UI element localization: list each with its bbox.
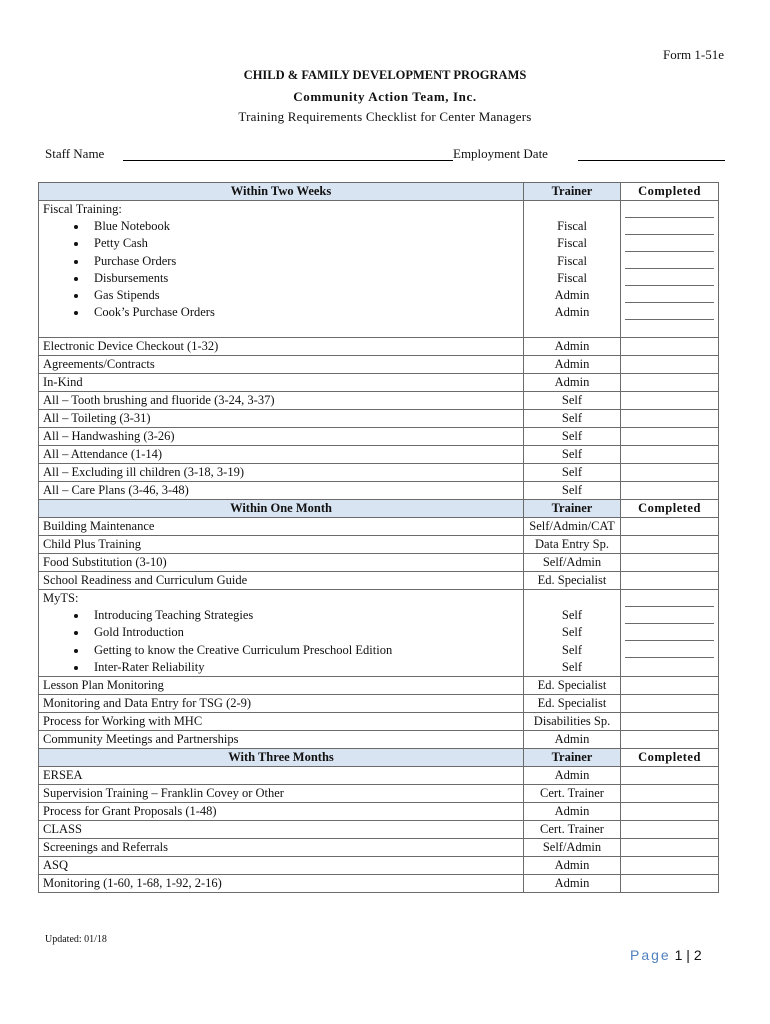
section-header-row [39,749,719,767]
list-item: • Disbursements [88,270,519,287]
task-cell: All – Toileting (3-31) [39,410,524,428]
task-cell: Agreements/Contracts [39,356,524,374]
completed-box[interactable] [625,590,714,607]
task-cell: Monitoring and Data Entry for TSG (2-9) [39,695,524,713]
trainer-cell: Admin [524,875,621,893]
table-row [39,446,719,464]
trainer-cell: Self/Admin [524,554,621,572]
page-word: Page [630,947,671,963]
task-cell: Lesson Plan Monitoring [39,677,524,695]
employment-date-label: Employment Date [453,146,548,161]
task-cell: ASQ [39,857,524,875]
page-number [630,947,702,963]
trainer-cell: Cert. Trainer [524,785,621,803]
completed-cell[interactable] [621,338,719,356]
trainer-cell: Admin [524,857,621,875]
trainer-cell: Admin [524,356,621,374]
table-row [39,857,719,875]
task-cell: Community Meetings and Partnerships [39,731,524,749]
completed-cell[interactable] [621,428,719,446]
trainer-value: Self [561,659,583,674]
completed-cell[interactable] [621,821,719,839]
task-cell: CLASS [39,821,524,839]
trainer-value: Fiscal [557,219,587,233]
task-cell: All – Care Plans (3-46, 3-48) [39,482,524,500]
list-item: • Introducing Teaching Strategies [88,607,519,624]
staff-info-row [45,146,725,164]
completed-cell[interactable] [621,677,719,695]
list-item: • Petty Cash [88,235,519,252]
trainer-value: Admin [554,305,590,320]
completed-box[interactable] [625,624,714,641]
completed-cell[interactable] [621,201,719,338]
trainer-cell: Self [524,482,621,500]
completed-cell[interactable] [621,392,719,410]
trainer-cell: Self [524,446,621,464]
trainer-value: Fiscal [557,270,587,285]
fiscal-training-block [39,201,719,338]
completed-cell[interactable] [621,590,719,677]
trainer-cell: Self/Admin [524,839,621,857]
table-row [39,374,719,392]
myts-block [39,590,719,677]
completed-cell[interactable] [621,356,719,374]
completed-cell[interactable] [621,482,719,500]
trainer-value: Fiscal [557,253,587,268]
list-item: • Getting to know the Creative Curriculum Preschool Edition [88,642,519,659]
trainer-cell: Self [524,392,621,410]
completed-column-header: Completed [621,749,719,767]
trainer-cell: Disabilities Sp. [524,713,621,731]
completed-box[interactable] [625,286,714,303]
company-name: Community Action Team, Inc. [293,89,477,104]
completed-cell[interactable] [621,767,719,785]
trainer-value: Fiscal [557,236,587,251]
completed-box[interactable] [625,607,714,624]
task-cell: Monitoring (1-60, 1-68, 1-92, 2-16) [39,875,524,893]
completed-cell[interactable] [621,731,719,749]
trainer-value: Admin [554,288,590,303]
trainer-cell: Ed. Specialist [524,695,621,713]
completed-cell[interactable] [621,554,719,572]
table-row [39,695,719,713]
completed-cell[interactable] [621,857,719,875]
task-cell [39,201,524,338]
table-row [39,572,719,590]
trainer-value: Self [561,625,583,640]
task-cell: Child Plus Training [39,536,524,554]
task-cell: All – Handwashing (3-26) [39,428,524,446]
trainer-cell [524,590,621,677]
table-row [39,392,719,410]
section-header: With Three Months [39,749,524,767]
task-cell: Building Maintenance [39,518,524,536]
table-row [39,518,719,536]
task-cell: All – Excluding ill children (3-18, 3-19) [39,464,524,482]
completed-box[interactable] [625,320,714,337]
trainer-cell: Admin [524,767,621,785]
trainer-cell: Cert. Trainer [524,821,621,839]
trainer-cell: Self [524,428,621,446]
task-cell: Supervision Training – Franklin Covey or Other [39,785,524,803]
list-item: • Blue Notebook [88,218,519,235]
completed-cell[interactable] [621,572,719,590]
block-title: Fiscal Training: [43,202,122,216]
task-cell: Process for Working with MHC [39,713,524,731]
trainer-column-header: Trainer [524,183,621,201]
trainer-cell: Admin [524,803,621,821]
task-cell: Screenings and Referrals [39,839,524,857]
task-cell: All – Attendance (1-14) [39,446,524,464]
table-row [39,821,719,839]
table-row [39,554,719,572]
completed-box[interactable] [625,218,714,235]
list-item: • Gas Stipends [88,287,519,304]
trainer-cell: Admin [524,338,621,356]
table-row [39,356,719,374]
list-item: • Inter-Rater Reliability [88,659,519,676]
completed-column-header: Completed [621,500,719,518]
trainer-cell: Admin [524,374,621,392]
task-cell: In-Kind [39,374,524,392]
completed-cell[interactable] [621,785,719,803]
trainer-cell [524,201,621,338]
section-header: Within Two Weeks [39,183,524,201]
task-cell: Process for Grant Proposals (1-48) [39,803,524,821]
page-separator: | [686,947,690,963]
updated-date: Updated: 01/18 [45,934,107,945]
completed-cell[interactable] [621,446,719,464]
trainer-column-header: Trainer [524,749,621,767]
page-title: Training Requirements Checklist for Center Managers [238,109,532,124]
table-row [39,482,719,500]
completed-box[interactable] [625,235,714,252]
trainer-cell: Data Entry Sp. [524,536,621,554]
page-total: 2 [693,947,702,963]
block-title: MyTS: [43,591,79,605]
completed-cell[interactable] [621,410,719,428]
trainer-cell: Admin [524,731,621,749]
completed-cell[interactable] [621,803,719,821]
table-row [39,713,719,731]
trainer-cell: Ed. Specialist [524,572,621,590]
form-number: Form 1-51e [662,47,724,62]
training-checklist-table [38,182,719,893]
staff-name-label: Staff Name [45,146,105,161]
task-cell: All – Tooth brushing and fluoride (3-24, 3-37) [39,392,524,410]
task-cell: Electronic Device Checkout (1-32) [39,338,524,356]
list-item: • Gold Introduction [88,624,519,641]
table-row [39,875,719,893]
task-cell: Food Substitution (3-10) [39,554,524,572]
section-header: Within One Month [39,500,524,518]
trainer-value: Self [561,608,583,622]
table-row [39,731,719,749]
trainer-value: Self [561,642,583,657]
completed-cell[interactable] [621,695,719,713]
completed-cell[interactable] [621,713,719,731]
staff-name-field[interactable] [123,160,453,161]
table-row [39,785,719,803]
employment-date-field[interactable] [578,160,725,161]
page-current: 1 [674,947,683,963]
table-row [39,839,719,857]
list-item: • Purchase Orders [88,253,519,270]
section-header-row [39,183,719,201]
table-row [39,464,719,482]
completed-cell[interactable] [621,374,719,392]
table-row [39,428,719,446]
trainer-cell: Ed. Specialist [524,677,621,695]
completed-cell[interactable] [621,536,719,554]
table-row [39,338,719,356]
section-header-row [39,500,719,518]
table-row [39,410,719,428]
completed-box[interactable] [625,303,714,320]
list-item: • Cook’s Purchase Orders [88,304,519,321]
completed-box[interactable] [625,252,714,269]
table-row [39,803,719,821]
trainer-cell: Self/Admin/CAT [524,518,621,536]
table-row [39,536,719,554]
trainer-column-header: Trainer [524,500,621,518]
completed-box[interactable] [625,658,714,675]
completed-cell[interactable] [621,839,719,857]
table-row [39,677,719,695]
task-cell: ERSEA [39,767,524,785]
trainer-cell: Self [524,464,621,482]
task-cell: School Readiness and Curriculum Guide [39,572,524,590]
completed-box[interactable] [625,201,714,218]
completed-column-header: Completed [621,183,719,201]
completed-cell[interactable] [621,518,719,536]
completed-box[interactable] [625,641,714,658]
trainer-cell: Self [524,410,621,428]
task-cell [39,590,524,677]
completed-cell[interactable] [621,875,719,893]
completed-cell[interactable] [621,464,719,482]
table-row [39,767,719,785]
org-name: CHILD & FAMILY DEVELOPMENT PROGRAMS [243,68,527,82]
completed-box[interactable] [625,269,714,286]
